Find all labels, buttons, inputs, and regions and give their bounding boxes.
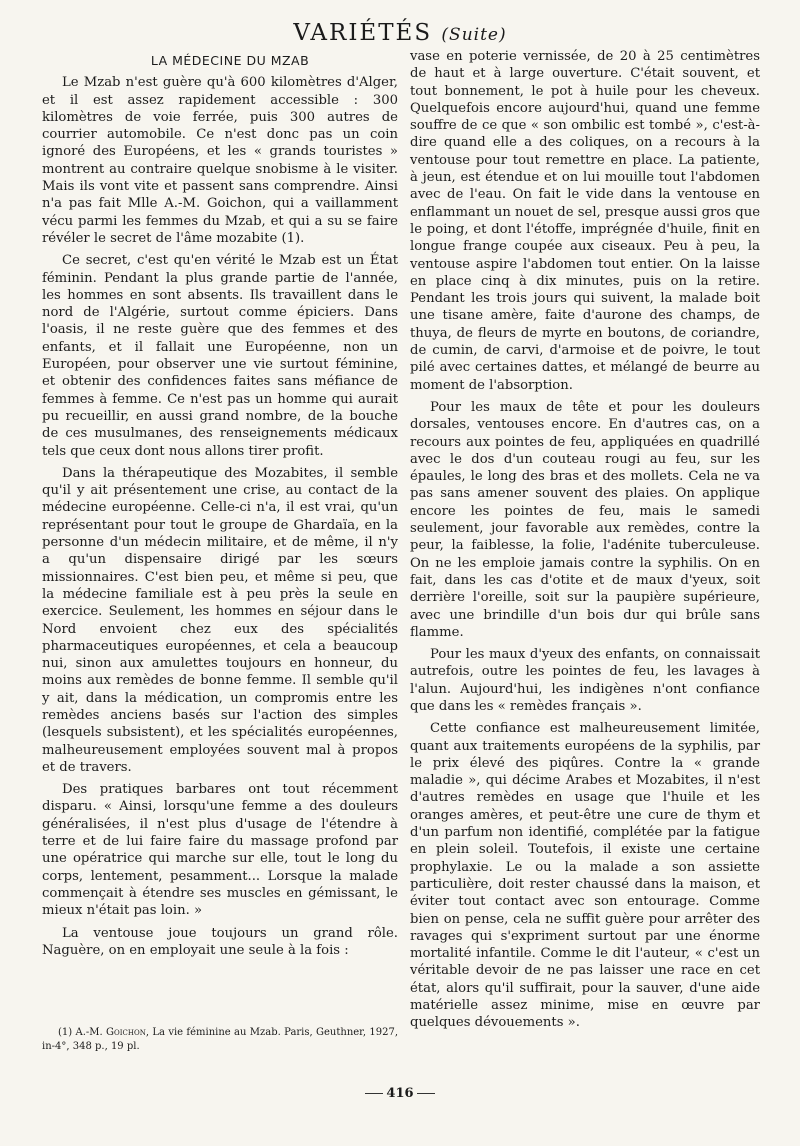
footnote-text: La vie féminine au Mzab. Paris, Geuthner, 1927, in-4°, 348 p., 19 pl. <box>42 1027 399 1052</box>
page-number-dash <box>417 1093 435 1094</box>
header-title: VARIÉTÉS <box>293 20 433 46</box>
article-title: LA MÉDECINE DU MZAB <box>150 53 310 68</box>
running-header <box>0 20 800 46</box>
paragraph: Cette confiance est malheureusement limitée, quant aux traitements européens de la syphilis, par le prix élevé des piqûres. Contre la « grande maladie », qui décime Arabes et Mozabites, il n'est d'autres remèdes en usage que l'huile et les oranges amères, et peut-être une cure de thym et d'un parfum non identifié, complétée par la fatigue en plein soleil. Toutefois, il existe une certaine prophylaxie. Le ou la malade a son assiette particulière, doit rester chaussé dans la maison, et éviter tout contact avec son entourage. Comme bien on pense, cela ne suffit guère pour arrêter des ravages qui s'expriment surtout par une énorme mortalité infantile. Comme le dit l'auteur, « c'est un véritable devoir de ne pas laisser une race en cet état, alors qu'il suffirait, pour la sauver, d'une aide matérielle assez minime, mise en œuvre par quelques dévouements ». <box>410 721 760 1031</box>
right-column <box>410 48 760 1037</box>
page-number <box>0 1086 800 1101</box>
footnote <box>42 1026 398 1054</box>
paragraph: Pour les maux de tête et pour les douleurs dorsales, ventouses encore. En d'autres cas, on a recours aux pointes de feu, appliquées en quadrillé avec le dos d'un couteau rougi au feu, sur les épaules, le long des bras et des mollets. Cela ne va pas sans amener souvent des plaies. On applique encore les pointes de feu, mais le samedi seulement, jour favorable aux remèdes, contre la peur, la faiblesse, la folie, l'adénite tuberculeuse. On ne les emploie jamais contre la syphilis. On en fait, dans les cas d'otite et de maux d'yeux, soit derrière l'oreille, soit sur la paupière supérieure, avec une brindille d'un bois dur qui brûle sans flamme. <box>410 399 760 640</box>
page-number-dash <box>365 1093 383 1094</box>
footnote-marker: (1) <box>58 1027 73 1038</box>
paragraph: Pour les maux d'yeux des enfants, on connaissait autrefois, outre les pointes de feu, les lavages à l'alun. Aujourd'hui, les indigènes n'ont confiance que dans les « remèdes français ». <box>410 647 760 714</box>
paragraph: Le Mzab n'est guère qu'à 600 kilomètres d'Alger, et il est assez rapidement accessible : 300 kilomètres de voie ferrée, puis 300 autres de courrier automobile. Ce n'est donc pas un coin ignoré des Européens, et les « grands touristes » montrent au contraire quelque snobisme à le visiter. Mais ils vont vite et passent sans comprendre. Ainsi n'a pas fait Mlle A.-M. Goichon, qui a vaillamment vécu parmi les femmes du Mzab, et qui a su se faire révéler le secret de l'âme mozabite (1). <box>42 75 398 246</box>
paragraph: Des pratiques barbares ont tout récemment disparu. « Ainsi, lorsqu'une femme a des douleurs généralisées, il n'est plus d'usage de l'étendre à terre et de lui faire faire du massage profond par une opératrice qui marche sur elle, tout le long du corps, lentement, pesamment... Lorsque la malade commençait à étendre ses muscles en gémissant, le mieux n'était pas loin. » <box>42 782 398 919</box>
paragraph: Dans la thérapeutique des Mozabites, il semble qu'il y ait présentement une crise, au contact de la médecine européenne. Celle-ci n'a, il est vrai, qu'un représentant pour tout le groupe de Ghardaïa, en la personne d'un médecin militaire, et de même, il n'y a qu'un dispensaire dirigé par les sœurs missionnaires. C'est bien peu, et même si peu, que la médecine familiale est à peu près la seule en exercice. Seulement, les hommes en séjour dans le Nord envoient chez eux des spécialités pharmaceutiques européennes, et cela a beaucoup nui, sinon aux amulettes toujours en honneur, du moins aux remèdes de bonne femme. Il semble qu'il y ait, dans la médication, un compromis entre les remèdes anciens basés sur l'action des simples (lesquels subsistent), et les spécialités européennes, malheureusement employées souvent mal à propos et de travers. <box>42 465 398 775</box>
paragraph: vase en poterie vernissée, de 20 à 25 centimètres de haut et à large ouverture. C'était souvent, et tout bonnement, le pot à huile pour les cheveux. Quelquefois encore aujourd'hui, quand une femme souffre de ce que « son ombilic est tombé », c'est-à-dire quand elle a des coliques, on a recours à la ventouse pour tout remettre en place. La patiente, à jeun, est étendue et on lui mouille tout l'abdomen avec de l'eau. On fait le vide dans la ventouse en enflammant un nouet de sel, presque aussi gros que le poing, et dont l'étoffe, imprégnée d'huile, finit en longue frange coupée aux ciseaux. Peu à peu, la ventouse aspire l'abdomen tout entier. On la laisse en place cinq à dix minutes, puis on la retire. Pendant les trois jours qui suivent, la malade boit une tisane amère, faite d'aurone des champs, de thuya, de fleurs de myrte en boutons, de coriandre, de cumin, de carvi, d'armoise et de poivre, le tout pilé avec certaines dattes, et mélangé de beurre au moment de l'absorption. <box>410 49 760 393</box>
left-column <box>42 52 398 964</box>
footnote-author: A.-M. Goichon, <box>75 1027 150 1038</box>
paragraph: La ventouse joue toujours un grand rôle. Naguère, on en employait une seule à la fois : <box>42 925 398 958</box>
header-subtitle: (Suite) <box>441 25 507 45</box>
page-number-value: 416 <box>386 1086 414 1101</box>
paragraph: Ce secret, c'est qu'en vérité le Mzab est un État féminin. Pendant la plus grande partie de l'année, les hommes en sont absents. Ils travaillent dans le nord de l'Algérie, surtout comme épiciers. Dans l'oasis, il ne reste guère que des femmes et des enfants, et il fallait une Européenne, non un Européen, pour observer une vie surtout féminine, et obtenir des confidences faites sans méfiance de femmes à femme. Ce n'est pas un homme qui aurait pu recueillir, en aussi grand nombre, de la bouche de ces musulmanes, des renseignements médicaux tels que ceux dont nous allons tirer profit. <box>42 253 398 459</box>
